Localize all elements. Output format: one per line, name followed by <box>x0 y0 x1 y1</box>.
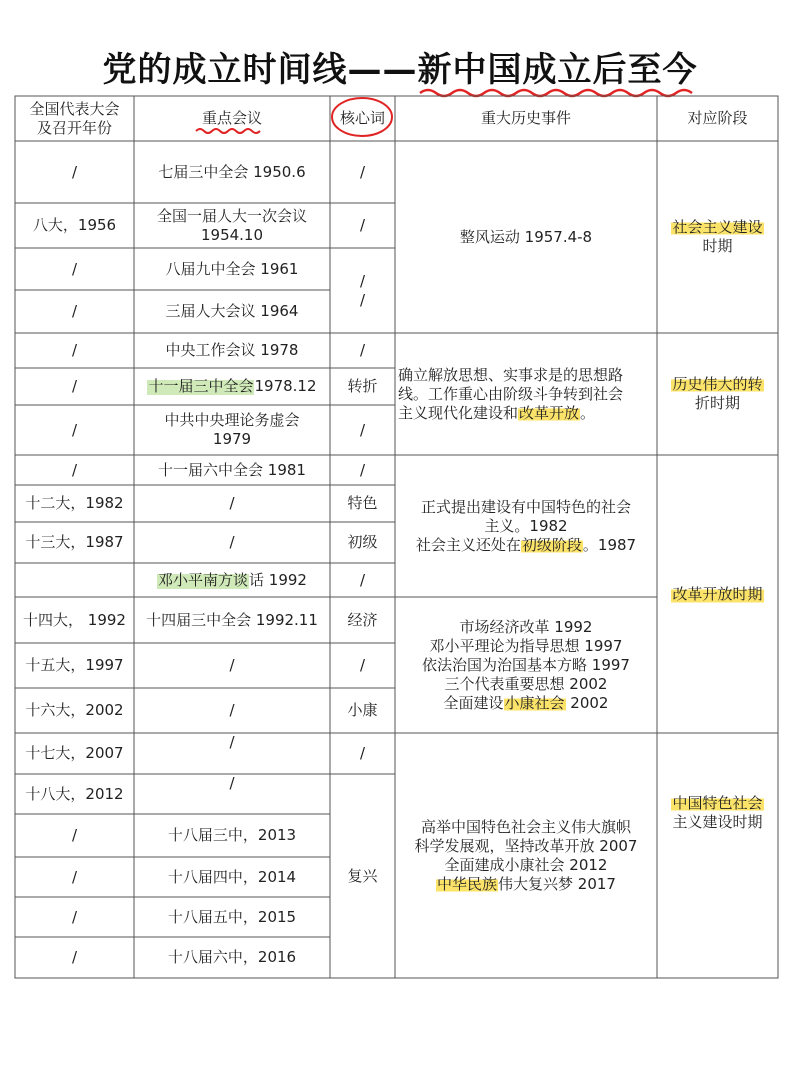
congress-cell: 八大，1956 <box>32 216 117 234</box>
event-cell: 正式提出建设有中国特色的社会 主义。1982 社会主义还处在初级阶段。1987 <box>415 497 637 554</box>
congress-cell: 十二大，1982 <box>25 494 124 512</box>
highlighted-text: 中华民族 <box>437 874 498 893</box>
congress-cell: / <box>71 377 78 395</box>
highlighted-text: 改革开放时期 <box>672 584 763 603</box>
keyword-cell: / <box>359 744 366 762</box>
keyword-cell: 转折 <box>347 377 378 395</box>
congress-cell: / <box>71 420 78 439</box>
highlighted-text: 初级阶段 <box>521 535 582 554</box>
keyword-cell: / <box>359 162 366 181</box>
stage-cell: 中国特色社会 主义建设时期 <box>672 794 763 831</box>
meeting-cell: 八届九中全会 1961 <box>165 259 299 278</box>
keyword-cell: 经济 <box>347 610 378 629</box>
keyword-cell: / <box>359 656 366 674</box>
keyword-cell: / <box>359 341 366 359</box>
highlighted-text: 小康社会 <box>504 693 565 712</box>
congress-cell: / <box>71 341 78 359</box>
stage-cell: 社会主义建设 时期 <box>672 218 763 255</box>
highlighted-text: 改革开放 <box>519 403 580 422</box>
meeting-cell: 十八届四中，2014 <box>167 867 297 886</box>
keyword-cell: 复兴 <box>347 866 378 885</box>
meeting-cell: / <box>229 733 235 751</box>
stage-cell: 历史伟大的转 折时期 <box>672 375 763 412</box>
meeting-cell: / <box>229 494 235 512</box>
meeting-cell: / <box>229 774 235 792</box>
stage-cell <box>657 455 778 733</box>
congress-cell: / <box>71 907 78 926</box>
keyword-cell: / <box>359 570 366 589</box>
congress-cell: / <box>71 826 78 844</box>
meeting-cell: 全国一届人大一次会议 1954.10 <box>156 206 307 244</box>
congress-cell: / <box>71 948 78 966</box>
congress-cell: 十七大，2007 <box>25 744 124 762</box>
event-cell: 整风运动 1957.4-8 <box>459 227 593 246</box>
congress-cell: / <box>71 259 78 278</box>
highlighted-text: 历史伟大的转 <box>672 375 763 393</box>
congress-cell: 十六大，2002 <box>25 701 124 719</box>
meeting-cell: 邓小平南方谈 话 1992 <box>158 570 307 589</box>
congress-cell: / <box>71 867 78 886</box>
meeting-cell: 七届三中全会 1950.6 <box>158 162 306 181</box>
meeting-cell: 十四届三中全会 1992.11 <box>146 610 318 629</box>
header-congress: 全国代表大会 及召开年份 <box>29 99 120 137</box>
keyword-cell: / <box>359 216 366 234</box>
congress-cell: 十五大，1997 <box>25 656 124 674</box>
meeting-cell: / <box>229 533 235 551</box>
header-keyword: 核心词 <box>339 109 385 127</box>
header-major-events: 重大历史事件 <box>480 109 571 127</box>
keyword-cell: 特色 <box>347 494 378 512</box>
header-key-meetings: 重点会议 <box>201 109 262 127</box>
highlighted-text: 中国特色社会 <box>672 794 763 812</box>
highlighted-text: 社会主义建设 <box>672 218 763 236</box>
congress-cell <box>15 563 134 597</box>
meeting-cell: 中共中央理论务虚会 1979 <box>164 411 300 448</box>
highlighted-text: 十一届三中全会 <box>148 377 254 395</box>
meeting-cell: / <box>229 701 235 719</box>
congress-cell: / <box>71 162 78 181</box>
meeting-cell: 中央工作会议 1978 <box>165 341 299 359</box>
keyword-cell: 初级 <box>347 533 378 551</box>
congress-cell: 十八大，2012 <box>25 784 124 803</box>
page-title: 党的成立时间线——新中国成立后至今 <box>102 50 698 90</box>
meeting-cell: / <box>229 656 235 674</box>
meeting-cell: 十一届三中全会 1978.12 <box>148 377 317 395</box>
keyword-cell: / / <box>359 271 366 309</box>
highlighted-text: 邓小平南方谈 <box>158 570 249 589</box>
congress-cell: 十三大，1987 <box>25 533 124 551</box>
event-cell: 确立解放思想、实事求是的思想路 线。工作重心由阶级斗争转到社会 主义现代化建设和改革开放。 <box>398 365 624 422</box>
congress-cell: 十四大， 1992 <box>23 610 126 629</box>
congress-cell: / <box>71 302 78 320</box>
event-cell: 市场经济改革 1992 邓小平理论为指导思想 1997 依法治国为治国基本方略 1997 三个代表重要思想 2002 全面建设小康社会 2002 <box>422 617 630 712</box>
meeting-cell: 十八届六中，2016 <box>167 948 297 966</box>
meeting-cell: 三届人大会议 1964 <box>165 302 299 320</box>
meeting-cell: 十八届五中，2015 <box>167 907 297 926</box>
keyword-cell: / <box>359 420 366 439</box>
meeting-cell: 十一届六中全会 1981 <box>158 460 306 479</box>
event-cell: 高举中国特色社会主义伟大旗帜 科学发展观，坚持改革开放 2007 全面建成小康社会 2012 中华民族伟大复兴梦 2017 <box>414 817 638 893</box>
congress-cell: / <box>71 460 78 479</box>
keyword-cell: 小康 <box>347 701 378 719</box>
header-stage: 对应阶段 <box>687 109 748 127</box>
keyword-cell: / <box>359 460 366 479</box>
meeting-cell: 十八届三中，2013 <box>167 826 297 844</box>
